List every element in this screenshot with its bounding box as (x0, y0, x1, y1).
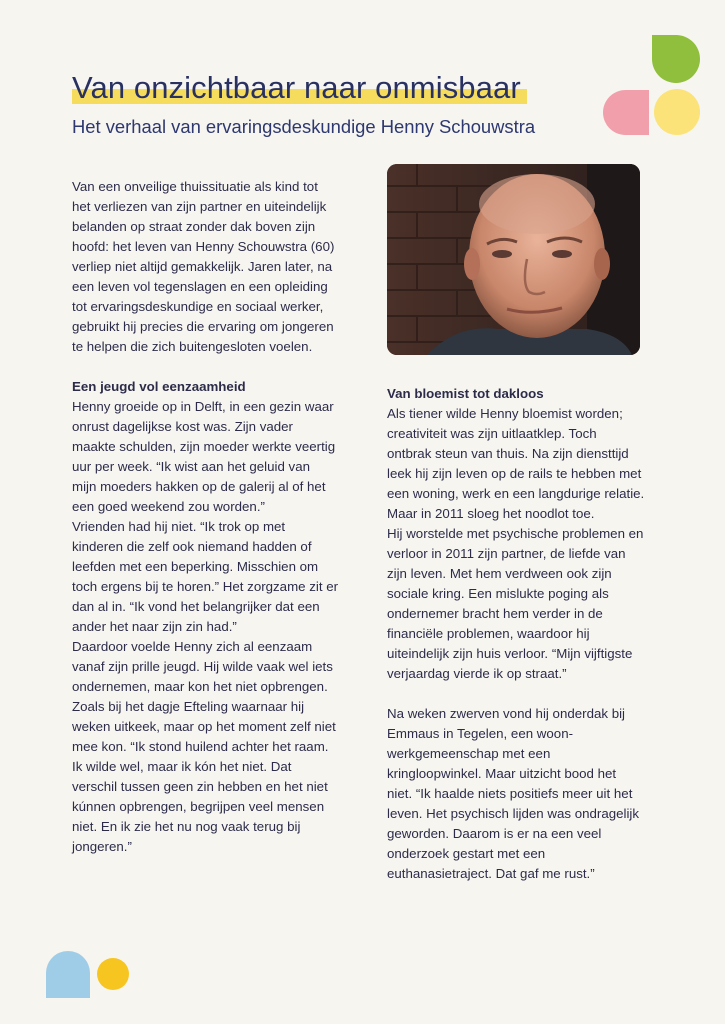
portrait-illustration (387, 164, 640, 355)
intro-line: te helpen die zich buitengesloten voelen. (72, 339, 313, 354)
body-line: kúnnen opbrengen, begrijpen veel mensen (72, 799, 325, 814)
section-heading-jeugd: Een jeugd vol eenzaamheid (72, 379, 246, 394)
body-line: verschil tussen geen zin hebben en het niet (72, 779, 328, 794)
body-line: financiële problemen, waardoor hij (387, 626, 590, 641)
body-line: mee kon. “Ik stond huilend achter het raam. (72, 739, 329, 754)
body-line: mijn moeders hakken op de galerij al of het (72, 479, 326, 494)
body-line: jongeren.” (72, 839, 132, 854)
section-body-jeugd (72, 397, 362, 857)
body-line: niet. En ik zie het nu nog vaak terug bij (72, 819, 301, 834)
yellow-dot-shape (97, 958, 129, 990)
body-line: uur per week. “Ik wist aan het geluid van (72, 459, 310, 474)
intro-paragraph (72, 177, 362, 357)
body-line: ondernemen, maar kon het niet opbrengen. (72, 679, 328, 694)
right-column (387, 384, 662, 884)
body-line: ander het naar zijn zin had.” (72, 619, 237, 634)
intro-line: gebruikt hij precies die ervaring om jongeren (72, 319, 334, 334)
section-body-bloemist (387, 404, 662, 684)
body-line: een goed weekend zou worden.” (72, 499, 265, 514)
body-line: ondernemer bracht hem verder in de (387, 606, 603, 621)
page-subtitle: Het verhaal van ervaringsdeskundige Henny Schouwstra (72, 116, 536, 137)
body-line: Henny groeide op in Delft, in een gezin waar (72, 399, 334, 414)
section-heading-bloemist: Van bloemist tot dakloos (387, 386, 544, 401)
body-line: kinderen die zelf ook niemand hadden of (72, 539, 312, 554)
intro-line: een leven vol tegenslagen en een opleiding (72, 279, 328, 294)
body-line: leek hij zijn leven op de rails te hebben met (387, 466, 642, 481)
blue-arch-shape (46, 951, 90, 998)
body-line: ontbrak steun van thuis. Na zijn diensttijd (387, 446, 629, 461)
body-line: creativiteit was zijn uitlaatklep. Toch (387, 426, 597, 441)
body-line: Hij worstelde met psychische problemen en (387, 526, 644, 541)
title-block (72, 68, 521, 108)
body-line: onderzoek gestart met een (387, 846, 546, 861)
body-line: Zoals bij het dagje Efteling waarnaar hij (72, 699, 305, 714)
intro-line: Van een onveilige thuissituatie als kind tot (72, 179, 318, 194)
body-line: leefden met een beperking. Misschien om (72, 559, 319, 574)
body-line: vanaf zijn prille jeugd. Hij wilde vaak wel iets (72, 659, 333, 674)
body-line: Als tiener wilde Henny bloemist worden; (387, 406, 623, 421)
intro-line: tot ervaringsdeskundige en sociaal werker, (72, 299, 324, 314)
body-line: dan al in. “Ik vond het belangrijker dat een (72, 599, 320, 614)
intro-line: verliep niet altijd gemakkelijk. Jaren later, na (72, 259, 333, 274)
portrait-photo (387, 164, 640, 355)
body-line: onrust dagelijkse kost was. Zijn vader (72, 419, 293, 434)
left-column (72, 177, 362, 857)
body-line: Na weken zwerven vond hij onderdak bij (387, 706, 626, 721)
body-line: geworden. Daarom is er na een veel (387, 826, 602, 841)
body-line: verjaardag vierde ik op straat.” (387, 666, 567, 681)
body-line: weken uitkeek, maar op het moment zelf niet (72, 719, 336, 734)
body-line: toch ergens bij te horen.” Het zorgzame zit er (72, 579, 339, 594)
body-line: Vrienden had hij niet. “Ik trok op met (72, 519, 286, 534)
intro-line: hoofd: het leven van Henny Schouwstra (60) (72, 239, 335, 254)
body-line: werkgemeenschap met een (387, 746, 551, 761)
section-body-emmaus (387, 704, 662, 884)
body-line: uiteindelijk zijn huis verloor. “Mijn vijftigste (387, 646, 633, 661)
body-line: sociale kring. Een mislukte poging als (387, 586, 609, 601)
intro-line: belanden op straat zonder dak boven zijn (72, 219, 316, 234)
body-line: leven. Het psychisch lijden was ondragelijk (387, 806, 640, 821)
yellow-circle-shape (654, 89, 700, 135)
body-line: een woning, werk en een langdurige relatie. (387, 486, 645, 501)
body-line: kringloopwinkel. Maar uitzicht bood het (387, 766, 617, 781)
body-line: euthanasietraject. Dat gaf me rust.” (387, 866, 595, 881)
body-line: zijn leven. Met hem verdween ook zijn (387, 566, 612, 581)
pink-half-circle-shape (603, 90, 649, 135)
body-line: niet. “Ik haalde niets positiefs meer uit het (387, 786, 633, 801)
body-line: maakte schulden, zijn moeder werkte veertig (72, 439, 336, 454)
green-leaf-shape (652, 35, 700, 83)
intro-line: het verliezen van zijn partner en uiteindelijk (72, 199, 327, 214)
body-line: Emmaus in Tegelen, een woon- (387, 726, 574, 741)
body-line: Maar in 2011 sloeg het noodlot toe. (387, 506, 595, 521)
body-line: Ik wilde wel, maar ik kón het niet. Dat (72, 759, 292, 774)
body-line: verloor in 2011 zijn partner, de liefde van (387, 546, 626, 561)
body-line: Daardoor voelde Henny zich al eenzaam (72, 639, 313, 654)
page-title: Van onzichtbaar naar onmisbaar (72, 68, 521, 108)
